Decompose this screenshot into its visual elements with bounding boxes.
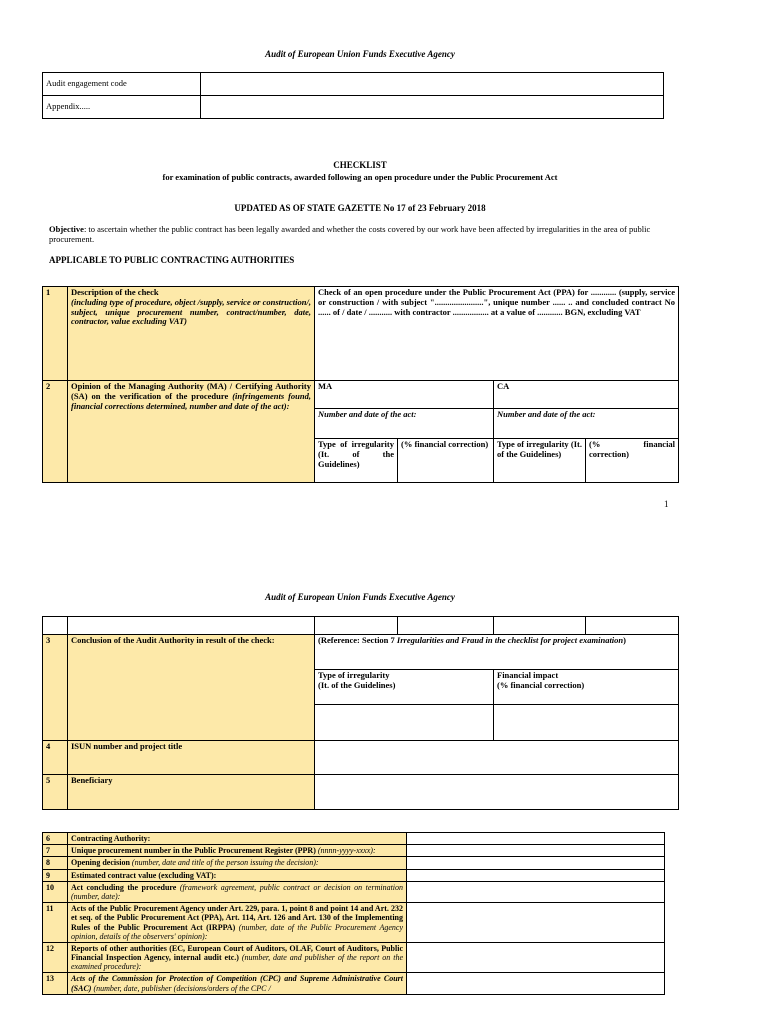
table-row [43, 775, 679, 810]
reference-note: (Reference: Section 7 Irregularities and Fraud in the checklist for project examination) [315, 635, 679, 670]
row-value [407, 833, 665, 845]
row-label: Contracting Authority: [68, 833, 407, 845]
updated-line: UPDATED AS OF STATE GAZETTE No 17 of 23 February 2018 [234, 203, 486, 213]
row-value [407, 869, 665, 881]
ma-fc-label: (% financial correction) [398, 439, 494, 483]
ca-header: CA [494, 381, 679, 409]
row-value [407, 857, 665, 869]
isun-value [315, 741, 679, 775]
row-label-conclusion: Conclusion of the Audit Authority in result of the check: [68, 635, 315, 741]
row-number: 8 [43, 857, 68, 869]
row-number: 12 [43, 942, 68, 973]
row-value [407, 881, 665, 902]
checklist-subtitle: for examination of public contracts, awarded following an open procedure under the Public Procurement Act [162, 172, 558, 182]
row-label: Estimated contract value (excluding VAT): [68, 869, 407, 881]
row-number: 4 [43, 741, 68, 775]
ca-act-label: Number and date of the act: [494, 409, 679, 439]
header-table [42, 72, 664, 119]
row-label: Opening decision (number, date and title of the person issuing the decision): [68, 857, 407, 869]
table-row [43, 869, 665, 881]
row-label: Reports of other authorities (EC, European Court of Auditors, OLAF, Court of Auditors, Public Financial Inspection Agency, internal audit etc.) (number, date and publisher of the report on the examined procedure): [68, 942, 407, 973]
objective-text: : to ascertain whether the public contract has been legally awarded and whether the costs covered by our work have been affected by irregularities in the area of public procurement. [49, 224, 651, 245]
ca-fc-label: (% financial correction) [586, 439, 679, 483]
engagement-code-label: Audit engagement code [43, 73, 201, 96]
row-number: 2 [43, 381, 68, 483]
ma-act-label: Number and date of the act: [315, 409, 494, 439]
table-row [43, 833, 665, 845]
row-number: 11 [43, 903, 68, 943]
row-number: 6 [43, 833, 68, 845]
checklist-table-3 [42, 832, 665, 995]
checklist-table-2 [42, 616, 679, 810]
table-row [43, 741, 679, 775]
check-description: Check of an open procedure under the Public Procurement Act (PPA) for ............ (supply, service or construction / with subject ".......................", unique number ...... .. and concluded contract No ...... of / date / ........... with contractor ................. at a value of ............ BGN, excluding VAT [315, 287, 679, 381]
page-number: 1 [664, 499, 669, 509]
financial-impact-value [494, 705, 679, 741]
agency-header: Audit of European Union Funds Executive Agency [265, 49, 455, 59]
row-number: 7 [43, 845, 68, 857]
applicable-line: APPLICABLE TO PUBLIC CONTRACTING AUTHORITIES [49, 255, 295, 265]
row-label: Act concluding the procedure (framework agreement, public contract or decision on termination (number, date): [68, 881, 407, 902]
financial-impact-header: Financial impact (% financial correction) [494, 670, 679, 705]
irregularity-type-value [315, 705, 494, 741]
row-number: 5 [43, 775, 68, 810]
engagement-code-value [201, 73, 664, 96]
table-row [43, 845, 665, 857]
row-label-description: Description of the check (including type of procedure, object /supply, service or construction/, subject, unique procurement number, contract/number, date, contractor, value excluding VAT) [68, 287, 315, 381]
row-label-beneficiary: Beneficiary [68, 775, 315, 810]
objective-label: Objective [49, 224, 84, 234]
beneficiary-value [315, 775, 679, 810]
ca-type-label: Type of irregularity (It. of the Guidelines) [494, 439, 586, 483]
checklist-title: CHECKLIST [333, 160, 387, 170]
row-number: 13 [43, 973, 68, 994]
ma-type-label: Type of irregularity (It. of the Guidelines) [315, 439, 398, 483]
row-number: 9 [43, 869, 68, 881]
ma-header: MA [315, 381, 494, 409]
row-label: Unique procurement number in the Public Procurement Register (PPR) (nnnn-yyyy-xxxx): [68, 845, 407, 857]
row-number: 10 [43, 881, 68, 902]
row-label: Acts of the Public Procurement Agency under Art. 229, para. 1, point 8 and point 14 and Art. 232 et seq. of the Public Procurement Act (PPA), Art. 114, Art. 126 and Art. 130 of the Implementing Rules of the Public Procurement Act (IRPPA) (number, date of the Public Procurement Agency opinion, details of the observers' opinion): [68, 903, 407, 943]
row-label-opinion: Opinion of the Managing Authority (MA) / Certifying Authority (SA) on the verification of the procedure (infringements found, financial corrections determined, number and date of the act): [68, 381, 315, 483]
table-row [43, 903, 665, 943]
table-row [43, 381, 679, 409]
row-value [407, 973, 665, 994]
table-row [43, 287, 679, 381]
row-number: 3 [43, 635, 68, 741]
appendix-label: Appendix..... [43, 96, 201, 119]
row-label: Acts of the Commission for Protection of Competition (CPC) and Supreme Administrative Court (SAC) (number, date, publisher (decisions/orders of the CPC / [68, 973, 407, 994]
table-row [43, 973, 665, 994]
table-row [43, 881, 665, 902]
objective-paragraph [49, 224, 671, 244]
table-row [43, 857, 665, 869]
row-label-isun: ISUN number and project title [68, 741, 315, 775]
row-number: 1 [43, 287, 68, 381]
appendix-value [201, 96, 664, 119]
table-row [43, 942, 665, 973]
agency-header-2: Audit of European Union Funds Executive Agency [265, 592, 455, 602]
row-value [407, 942, 665, 973]
row-value [407, 903, 665, 943]
irregularity-type-header: Type of irregularity (It. of the Guidelines) [315, 670, 494, 705]
checklist-table-1 [42, 286, 679, 483]
row-value [407, 845, 665, 857]
